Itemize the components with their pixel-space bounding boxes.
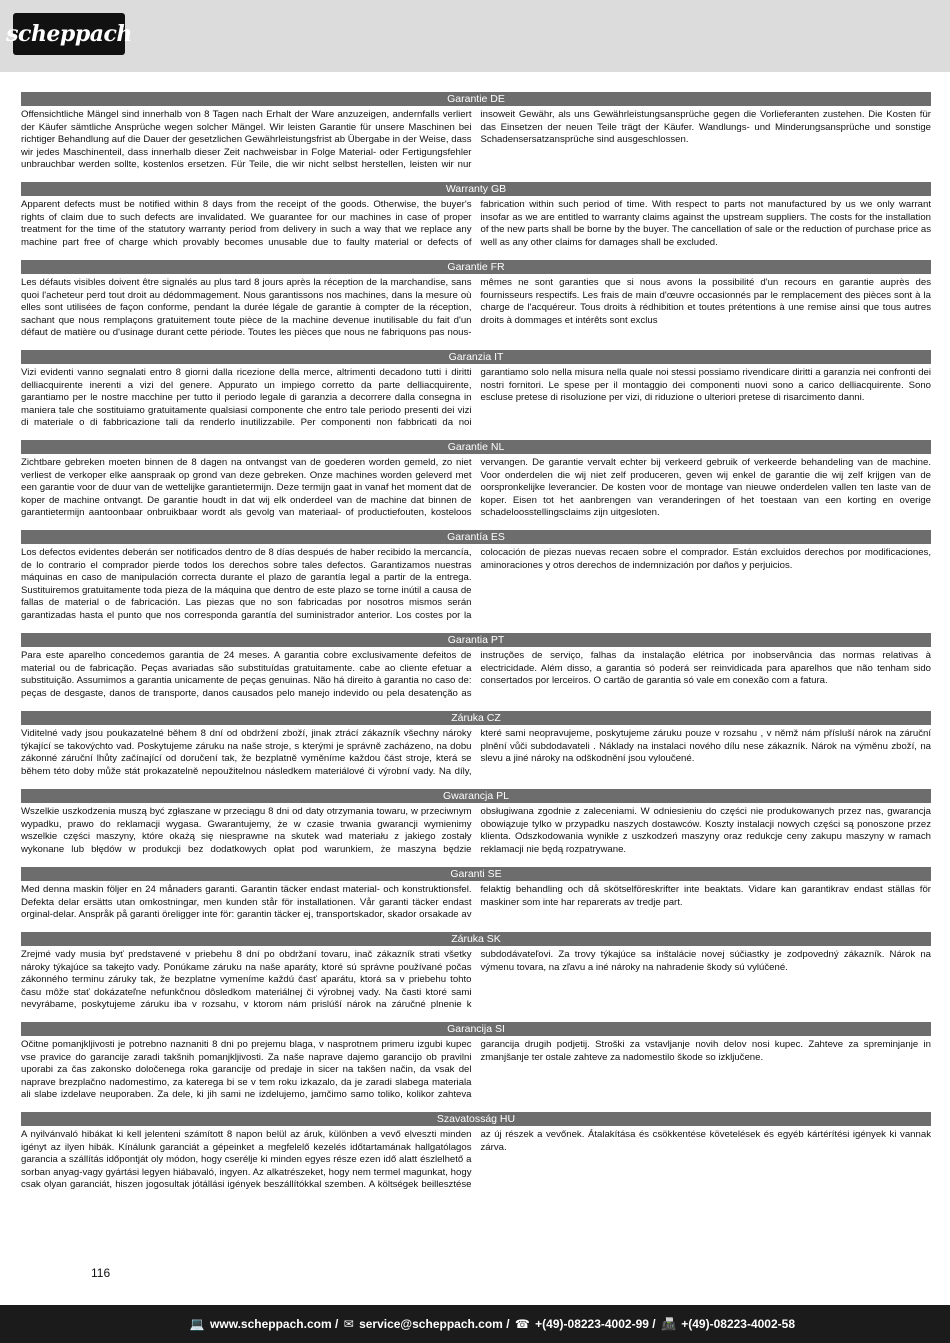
section-text: Vizi evidenti vanno segnalati entro 8 giorni dalla ricezione della merce, altrimenti decadono tutti i diritti delliacquirente inerenti a vizi del genere. Appurato un impiego corretto da parte delliacquirente, garantiamo per le nostre macchine per tutto il periodo legale di garanzia a decorrere dalla consegna in maniera tale che sostituiamo gratuitamente qualsiasi componente che entro tale periodo presenti dei vizi di materiale o di fabbricazione tali da renderlo inutilizzabile. Per componenti non fabbricati da noi garantiamo solo nella misura nella quale noi stessi possiamo rivendicare diritti a garanzia nei confronti dei nostri fornitori. Le spese per il montaggio dei componenti nuovi sono a carico delliacquirente. Sono escluse pretese di risoluzione per vizi, di riduzione o ulteriori pretese di risarcimento danni. <box>21 367 931 428</box>
section-text: Offensichtliche Mängel sind innerhalb von 8 Tagen nach Erhalt der Ware anzuzeigen, andernfalls verliert der Käufer sämtliche Ansprüche wegen solcher Mängel. Wir leisten Garantie für unsere Maschinen bei richtiger Behandlung auf die Dauer der gesetzlichen Gewährleistungsfrist ab Übergabe in der Weise, dass wir jedes Maschinenteil, dass innerhalb dieser Zeit nachweisbar in Folge Material- oder Fertigungsfehler unbrauchbar werden sollte, kostenlos ersetzen. Für Teile, die wir nicht selbst herstellen, leisten wir nur insoweit Gewähr, als uns Gewährleistungsansprüche gegen die Vorlieferanten zustehen. Die Kosten für das Einsetzen der neuen Teile trägt der Käufer. Wandlungs- und Minderungsansprüche und sonstige Schadensersatzansprüche sind ausgeschlossen. <box>21 109 931 170</box>
email-icon: ✉ <box>343 1317 354 1331</box>
phone-icon: ☎ <box>514 1317 530 1331</box>
warranty-section <box>21 440 931 522</box>
warranty-section <box>21 633 931 703</box>
warranty-section <box>21 92 931 174</box>
section-title: Záruka SK <box>21 932 931 946</box>
header-bar <box>0 0 950 72</box>
section-title: Garantia PT <box>21 633 931 647</box>
page-number: 116 <box>91 1266 111 1280</box>
logo-text: scheppach <box>6 21 132 47</box>
footer-email[interactable]: service@scheppach.com <box>359 1317 503 1331</box>
section-title: Warranty GB <box>21 182 931 196</box>
warranty-section <box>21 711 931 781</box>
section-text: Zrejmé vady musia byť predstavené v priebehu 8 dní po obdržaní tovaru, inač zákazník strati všetky nároky týkajúce sa takejto vady. Ponúkame záruku na naše aparáty, ktoré sú správne používané počas zákonného terminu záruky tak, že bezplatne vymeníme každú časť aparátu, ktorá sa v priebehu tohto času môže stať dokázateľne nefunkčnou dôsledkom materiálnej či výrobnej vady. Na časti ktoré sami nevyrábame, poskytujeme záruku iba v rozsahu, v ktorom nám prislúší nárok na záručné plnenie k subdodávateľovi. Za trovy týkajúce sa inštalácie novej súčiastky je zodpovedný zákazník. Nárok na výmenu tovara, na zľavu a iné nároky na nahradenie škody sú vylúčené. <box>21 949 931 1010</box>
footer-separator: / <box>506 1317 510 1331</box>
warranty-content <box>21 92 931 1202</box>
warranty-section <box>21 350 931 432</box>
footer-separator: / <box>652 1317 656 1331</box>
section-title: Záruka CZ <box>21 711 931 725</box>
section-text: Les défauts visibles doivent être signalés au plus tard 8 jours après la réception de la marchandise, sans quoi l'acheteur perd tout droit au dédommagement. Nous garantissons nos machines, dans la mesure où elles sont utilisées de façon conforme, pendant la durée légale de garantie à compter de la réception, sachant que nous remplaçons gratuitement toute pièce de la machine devenue inutilisable du fait d'un défaut de matière ou d'usinage durant cette période. Toutes les pièces que nous ne fabriquons pas nous-mêmes ne sont garanties que si nous avons la possibilité d'un recours en garantie auprès des fournisseurs respectifs. Les frais de main d'œuvre occasionnés par le remplacement des pièces sont à la charge de l'acquéreur. Tous droits à rédhibition et toutes prétentions à une remise ainsi que tous autres droits à dommages et intérêts sont exclus <box>21 277 931 338</box>
section-text: Očitne pomanjkljivosti je potrebno naznaniti 8 dni po prejemu blaga, v nasprotnem primeru izgubi kupec vse pravice do garancije zaradi takšnih pomanjkljivosti. Za naše naprave dajemo garancijo ob pravilni uporabi za čas zakonsko določenega roka garancije od predaje in sicer na takšen način, da vsak del naprave brezplačno nadomestimo, za katerega bi se v tem roku izkazalo, da je zaradi slabega materiala ali slabe izdelave neuporaben. Za dele, ki jih sami ne izdelujemo, jamčimo samo toliko, kolikor zahteva garancija drugih podjetij. Stroški za vstavljanje novih delov nosi kupec. Zahteve za spreminjanje in zmanjšanje ter ostale zahteve za nadomestilo škode so izključene. <box>21 1039 931 1100</box>
section-title: Garantía ES <box>21 530 931 544</box>
footer-separator: / <box>334 1317 339 1331</box>
warranty-section <box>21 932 931 1014</box>
monitor-icon: 💻 <box>189 1317 205 1331</box>
section-title: Garanzia IT <box>21 350 931 364</box>
section-text: Viditelné vady jsou poukazatelné během 8 dní od obdržení zboží, jinak ztrácí zákazník všechny nároky týkající se takovýchto vad. Poskytujeme záruku na naše stroje, s kterými je správně zacházeno, na dobu zákonné záruční lhůty začínající od doručení tak, že bezplatně vyměníme každou část stroje, která se během této doby může stát prokazatelně nepoužitelnou následkem materiálové či výrobní vady. Na díly, které sami neopravujeme, poskytujeme záruku pouze v rozsahu , v němž nám přísluší nárok na záruční plnění vůči subdodavateli . Náklady na instalaci nového dílu nese zákazník. Nárok na výměnu zboží, na slevu a jiné nároky na odškodnění jsou vyloučené. <box>21 728 931 777</box>
section-title: Garancija SI <box>21 1022 931 1036</box>
footer-bar <box>0 1305 950 1343</box>
section-text: Wszelkie uszkodzenia muszą być zgłaszane w przeciągu 8 dni od daty otrzymania towaru, w przeciwnym wypadku, prawo do reklamacji wygasa. Gwarantujemy, że w czasie trwania gwarancji wymienimy wszelkie części maszyny, które okażą się niesprawne na skutek wad materiału z jakiego zostały wykonane lub błędów w produkcji bez dodatkowych opłat pod warunkiem, że maszyna będzie obsługiwana zgodnie z zaleceniami. W odniesieniu do części nie produkowanych przez nas, gwarancja obowiązuje tylko w przypadku naszych dostawców. Koszty instalacji nowych części są ponoszone przez klienta. Odszkodowania wynikłe z uszkodzeń maszyny oraz redukcje ceny zakupu maszyny w ramach reklamacji nie będą rozpatrywane. <box>21 806 931 855</box>
scheppach-logo <box>6 13 132 55</box>
section-title: Garanti SE <box>21 867 931 881</box>
warranty-section <box>21 182 931 252</box>
section-text: Los defectos evidentes deberán ser notificados dentro de 8 días después de haber recibido la mercancía, de lo contrario el comprador pierde todos los derechos sobre tales defectos. Garantizamos nuestras máquinas en caso de manipulación correcta durante el plazo de garantía legal a partir de la entrega. Sustituiremos gratuitamente toda pieza de la máquina que dentro de este plazo se torne inútil a causa de fallas de material o de fabricación. Las piezas que no son fabricadas por nosotros mismos serán garantizadas hasta el punto que nos corresponda garantía del suministrador anterior. Los costes por la colocación de piezas nuevas recaen sobre el comprador. Están excluidos derechos por modificaciones, aminoraciones y otros derechos de indemnización por daños y perjuicios. <box>21 547 931 621</box>
section-title: Garantie FR <box>21 260 931 274</box>
warranty-section <box>21 867 931 924</box>
section-text: A nyilvánvaló hibákat ki kell jelenteni számított 8 napon belül az áruk, különben a vevő elveszti minden igényt az ilyen hibák. Kínálunk garanciát a gépeinket a megfelelő kezelés időtartamának hallgatólagos garancia a szállítás időpontját oly módon, hogy cserélje ki minden egyes része ezen idő alatt észlelhető a sorban anyag-vagy gyártási legyen hiábavaló, ingyen. Az alkatrészeket, hogy nem termel magunkat, hogy csak olyan garanciát, hiszen jogosultak jótállási igények beszállítókkal szemben. A költségek beillesztése az új részek a vevőnek. Átalakítása és csökkentése követelések és egyéb kártérítési igények ki vannak zárva. <box>21 1129 931 1190</box>
warranty-section <box>21 530 931 625</box>
fax-icon: 📠 <box>660 1317 676 1331</box>
section-text: Med denna maskin följer en 24 månaders garanti. Garantin täcker endast material- och konstruktionsfel. Defekta delar ersätts utan omkostningar, men kunden står för installationen. Vår garanti täcker endast orginal-delar. Anspråk på garanti öreligger inte för: garantin täcker ej, transportskador, skador orsakade av felaktig behandling och då skötselföreskrifter inte beaktats. Vidare kan garantikrav endast ställas för maskiner som inte har reparerats av tredje part. <box>21 884 931 920</box>
section-title: Garantie NL <box>21 440 931 454</box>
section-title: Garantie DE <box>21 92 931 106</box>
section-title: Gwarancja PL <box>21 789 931 803</box>
warranty-section <box>21 1112 931 1194</box>
section-text: Para este aparelho concedemos garantia de 24 meses. A garantia cobre exclusivamente defeitos de material ou de fabricação. Peças avariadas são substituídas gratuitamente. cabe ao cliente efetuar a substituição. Assumimos a garantia unicamente de peças genuinas. Não há direito à garantia no caso de: peças de desgaste, danos de transporte, danos causados pelo manejo indevido ou pela desatenção as instruções de serviço, falhas da instalação elétrica por inobservância das normas relativas à electricidade. Além disso, a garantia só poderá ser reinvidicada para aparelhos que não tenham sido consertados por lerceiros. O cartão de garantia só vale em conexão com a fatura. <box>21 650 931 699</box>
section-text: Apparent defects must be notified within 8 days from the receipt of the goods. Otherwise, the buyer's rights of claim due to such defects are invalidated. We guarantee for our machines in case of proper treatment for the time of the statutory warranty period from delivery in such a way that we replace any machine part free of charge which provably becomes unusable due to faulty material or defects of fabrication within such period of time. With respect to parts not manufactured by us we only warrant insofar as we are entitled to warranty claims against the upstream suppliers. The costs for the installation of the new parts shall be borne by the buyer. The cancellation of sale or the reduction of purchase price as well as any other claims for damages shall be excluded. <box>21 199 931 248</box>
warranty-section <box>21 1022 931 1104</box>
footer-fax: +(49)-08223-4002-58 <box>681 1317 795 1331</box>
warranty-section <box>21 260 931 342</box>
section-title: Szavatosság HU <box>21 1112 931 1126</box>
footer-website[interactable]: www.scheppach.com <box>210 1317 332 1331</box>
footer-phone: +(49)-08223-4002-99 <box>535 1317 649 1331</box>
warranty-section <box>21 789 931 859</box>
section-text: Zichtbare gebreken moeten binnen de 8 dagen na ontvangst van de goederen worden gemeld, zo niet verliest de verkoper elke aanspraak op grond van deze gebreken. Onze machines worden geleverd met een garantie voor de duur van de wettelijke garantietermijn. Deze termijn gaat in vanaf het moment dat de koper de machine ontvangt. De garantie houdt in dat wij elk onderdeel van de machine dat binnen de garantietermijn aantoonbaar onbruikbaar wordt als gevolg van materiaal- of productiefouten, kosteloos vervangen. De garantie vervalt echter bij verkeerd gebruik of verkeerde behandeling van de machine. Voor onderdelen die wij niet zelf produceren, geven wij enkel de garantie die wij zelf krijgen van de oorspronkelijke leverancier. De kosten voor de montage van nieuwe onderdelen vallen ten laste van de koper. Eisen tot het aanbrengen van veranderingen of het toestaan van een korting en overige schadeloosstellingsclaims zijn uitgesloten. <box>21 457 931 518</box>
